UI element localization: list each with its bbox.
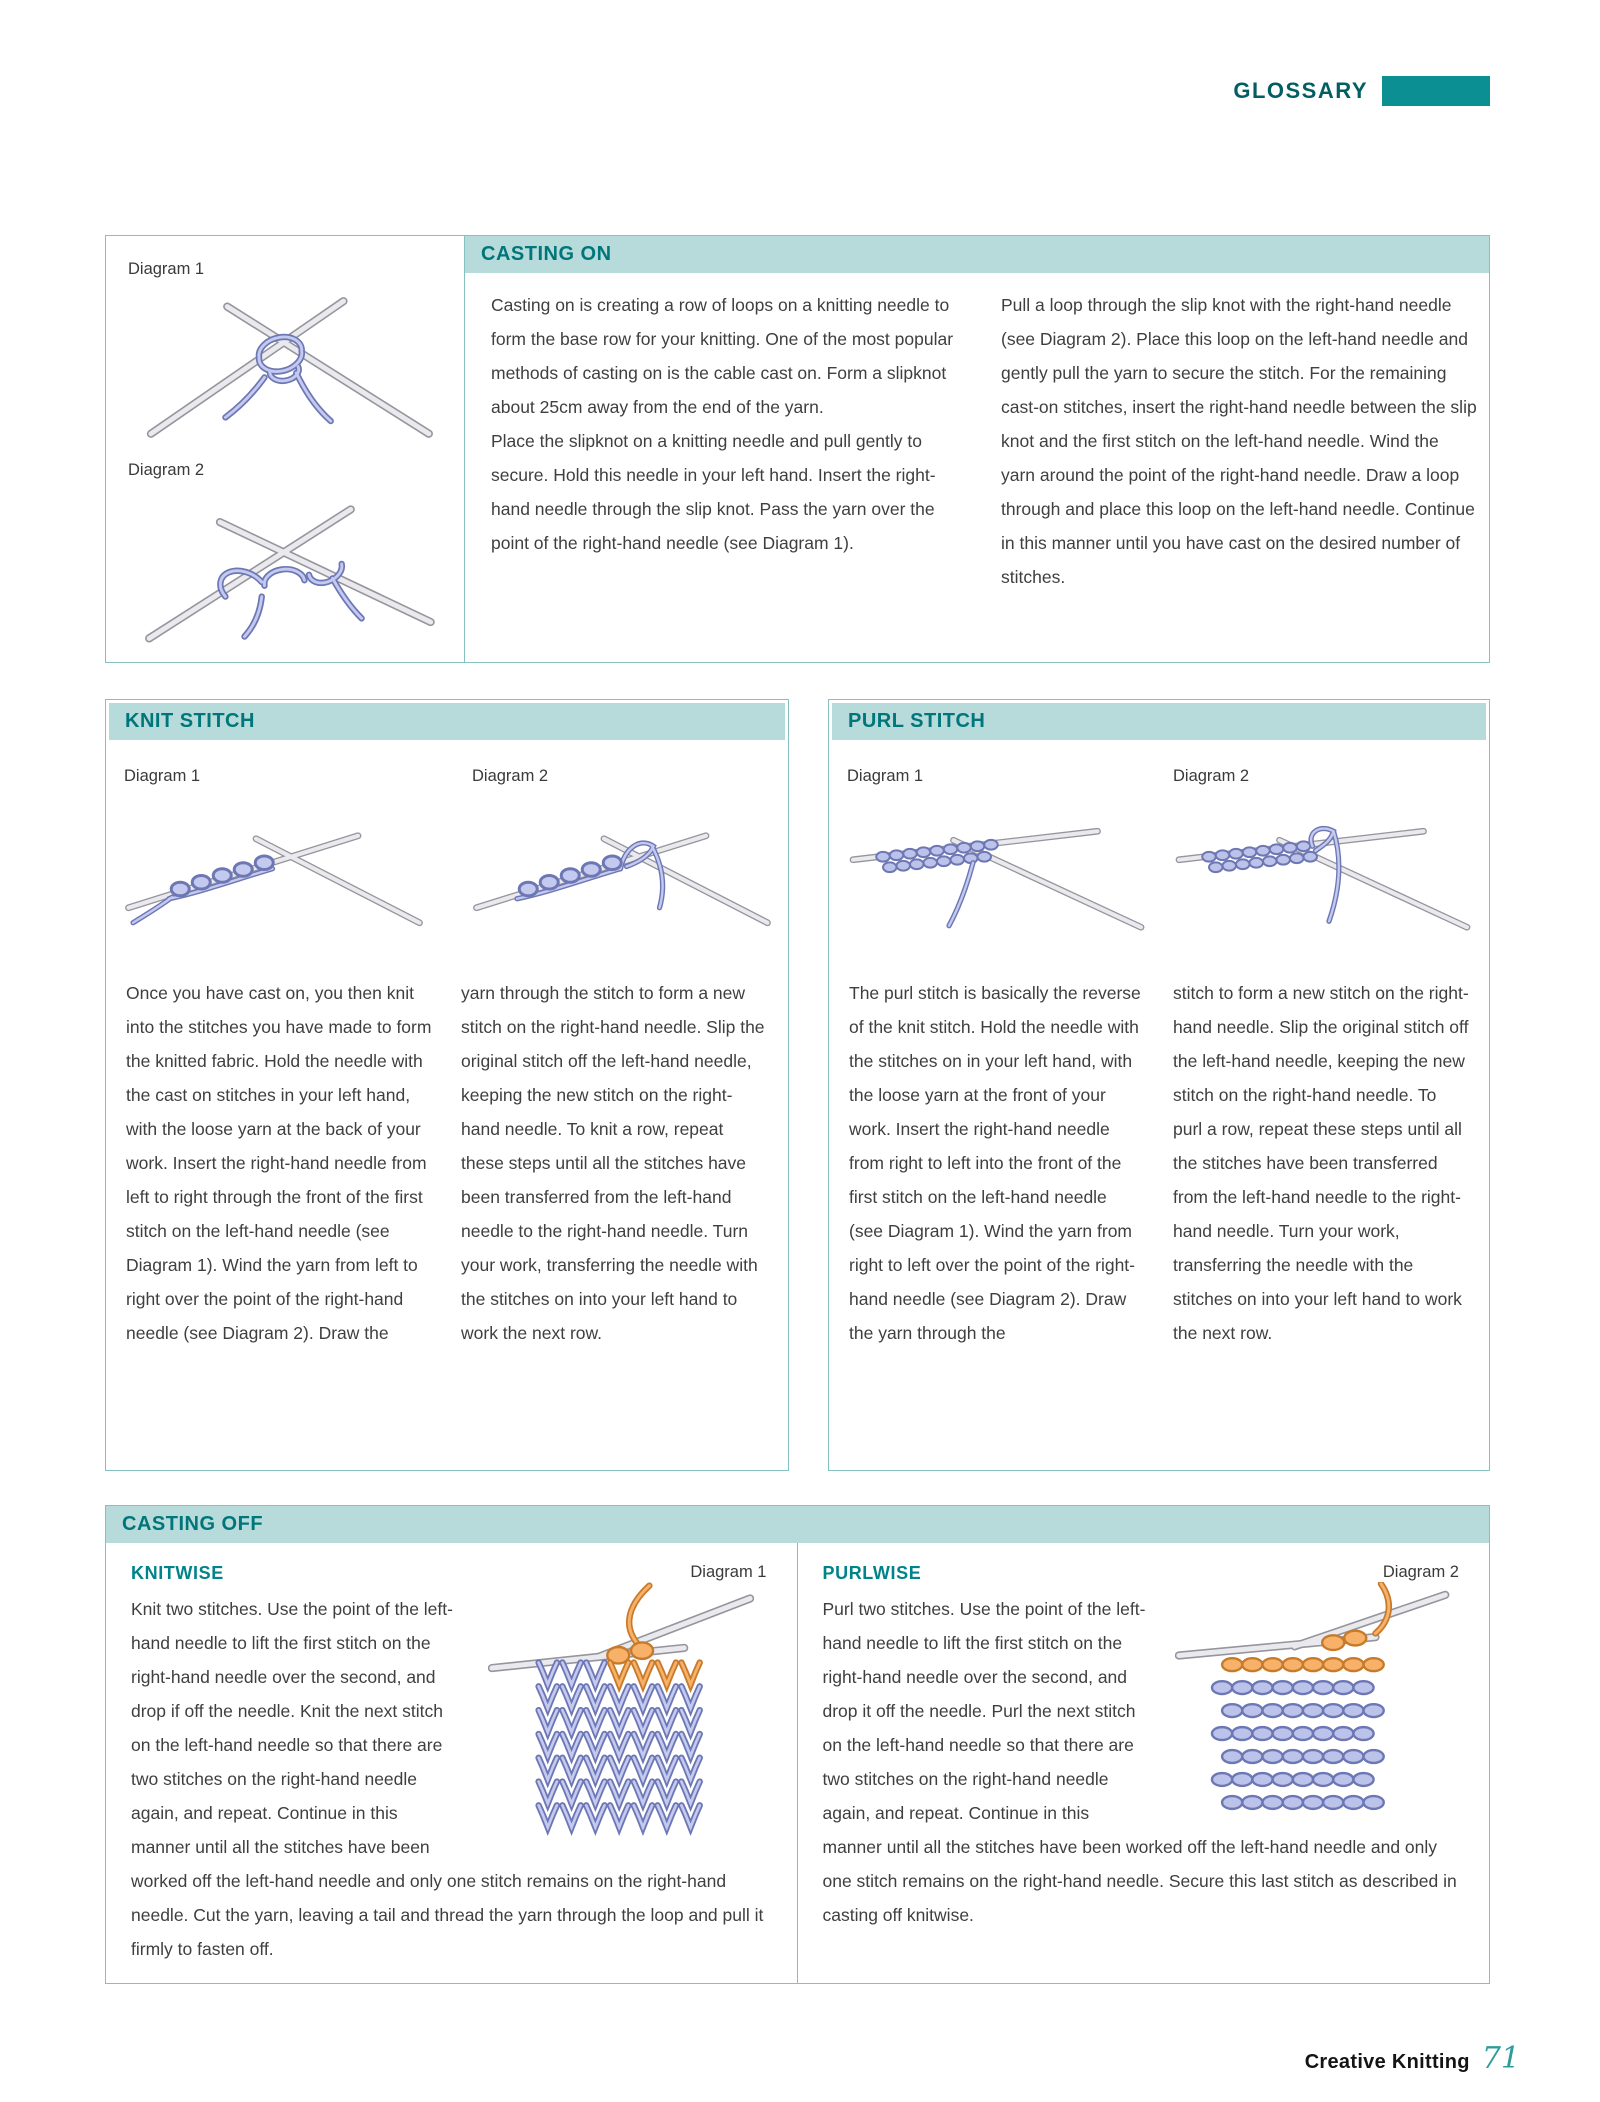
knit-stitch-diagrams <box>106 743 788 938</box>
casting-on-content <box>465 236 1489 662</box>
needles <box>149 509 431 638</box>
casting-on-paragraph-2: Place the slipknot on a knitting needle and pull gently to secure. Hold this needle in your left hand. Insert the right-hand needle through the slip knot. Pass the yarn over the point of the right-hand needle (see Diagram 1). <box>491 431 936 553</box>
casting-off-knitwise-illustration <box>488 1582 754 1842</box>
casting-on-paragraph-1: Casting on is creating a row of loops on a knitting needle to form the base row for your knitting. One of the most popular methods of casting on is the cable cast on. Form a slipknot about 25cm away from the end of the yarn. <box>491 295 954 417</box>
knitted-fabric <box>538 1663 699 1828</box>
purl-stitch-figure-2 <box>1173 767 1473 938</box>
stitches <box>171 856 273 896</box>
purlwise-diagram-label: Diagram 2 <box>1382 1563 1459 1581</box>
casting-on-diagram-1-label: Diagram 1 <box>128 260 205 278</box>
page-header <box>0 76 1490 106</box>
knit-stitch-diagram-2-illustration <box>472 792 772 938</box>
knit-stitch-title: KNIT STITCH <box>125 710 255 732</box>
purl-stitch-diagram-2-illustration <box>1173 792 1473 938</box>
purl-stitch-title: PURL STITCH <box>848 710 986 732</box>
casting-on-column-2 <box>1001 288 1477 594</box>
knit-diagram-1-label: Diagram 1 <box>124 767 201 785</box>
purl-stitch-column-2: stitch to form a new stitch on the right-hand needle. Slip the original stitch off the left-hand needle, keeping the new stitch on the right-hand needle. To purl a row, repeat these steps until all the stitches have been transferred from the left-hand needle to the right-hand needle. Turn your work, transferring the needle with the stitches on into your left hand to work the next row. <box>1173 983 1469 1343</box>
casting-off-knitwise <box>106 1543 798 1983</box>
purlwise-heading: PURLWISE <box>822 1563 922 1583</box>
magazine-name: Creative Knitting <box>1304 2051 1470 2073</box>
purl-stitch-column-1: The purl stitch is basically the reverse of the knit stitch. Hold the needle with the stitches on in your left hand, with the loose yarn at the front of your work. Insert the right-hand needle from right to left into the front of the first stitch on the left-hand needle (see Diagram 1). Wind the yarn from right to left over the point of the right-hand needle (see Diagram 2). Draw the yarn through the <box>849 983 1141 1343</box>
casting-on-diagram-1-illustration <box>128 283 450 451</box>
knit-stitch-figure-1 <box>124 767 424 938</box>
knit-stitch-column-1: Once you have cast on, you then knit into the stitches you have made to form the knitted fabric. Hold the needle with the cast on stitches in your left hand, with the loose yarn at the back of your work. Insert the right-hand needle from left to right through the front of the first stitch on the left-hand needle (see Diagram 1). Wind the yarn from left to right over the point of the right-hand needle (see Diagram 2). Draw the <box>126 983 432 1343</box>
casting-off-purlwise <box>798 1543 1490 1983</box>
purl-stitch-text-columns <box>829 938 1489 1350</box>
stitches <box>519 856 621 896</box>
purl-stitch-figure-1 <box>847 767 1147 938</box>
knit-stitch-header-bar <box>109 703 785 740</box>
purl-stitch-header-bar <box>832 703 1486 740</box>
knit-stitch-column-2: yarn through the stitch to form a new stitch on the right-hand needle. Slip the original stitch off the left-hand needle, keeping the new stitch on the right-hand needle. To knit a row, repeat these steps until all the stitches have been transferred from the left-hand needle to the right-hand needle. Turn your work, transferring the needle with the stitches on into your left hand to work the next row. <box>461 983 765 1343</box>
purl-diagram-2-label: Diagram 2 <box>1173 767 1250 785</box>
page-number: 71 <box>1481 2041 1520 2076</box>
casting-off-section <box>105 1505 1490 1984</box>
casting-on-diagram-2-label: Diagram 2 <box>128 461 205 479</box>
knit-diagram-2-label: Diagram 2 <box>472 767 549 785</box>
purl-diagram-1-label: Diagram 1 <box>847 767 924 785</box>
purlwise-paragraph: Purl two stitches. Use the point of the left-hand needle to lift the first stitch on the right-hand needle over the second, and drop it off the needle. Purl the next stitch on the left-hand needle so that there are two stitches on the right-hand needle again, and repeat. Continue in this manner until all the stitches have been worked off the left-hand needle and only one stitch remains on the right-hand needle. Secure this last stitch as described in casting off knitwise. <box>822 1599 1457 1925</box>
casting-on-text-columns <box>465 273 1489 594</box>
knit-stitch-section <box>105 699 789 1471</box>
header-accent-block <box>1382 76 1490 106</box>
casting-on-diagram-panel <box>106 236 465 662</box>
purl-stitch-section <box>828 699 1490 1471</box>
knit-stitch-figure-2 <box>472 767 772 938</box>
casting-off-body <box>106 1543 1489 1983</box>
knitwise-diagram-label: Diagram 1 <box>690 1563 767 1581</box>
casting-on-paragraph-3: Pull a loop through the slip knot with the right-hand needle (see Diagram 2). Place this loop on the left-hand needle and gently pull the yarn to secure the stitch. For the remaining cast-on stitches, insert the right-hand needle between the slip knot and the first stitch on the left-hand needle. Wind the yarn around the point of the right-hand needle. Draw a loop through and place this loop on the left-hand needle. Continue in this manner until you have cast on the desired number of stitches. <box>1001 295 1477 587</box>
casting-on-header-bar <box>465 236 1489 273</box>
purl-stitch-diagram-1-illustration <box>847 792 1147 938</box>
needles <box>1179 1595 1445 1656</box>
casting-on-section <box>105 235 1490 663</box>
purlwise-figure <box>1163 1563 1463 1830</box>
purl-stitch-diagrams <box>829 743 1489 938</box>
casting-on-diagram-2-illustration <box>128 484 450 652</box>
page-footer <box>1305 2041 1520 2076</box>
stitches <box>1202 841 1317 872</box>
knitwise-figure <box>471 1563 771 1842</box>
casting-on-column-1 <box>491 288 967 594</box>
knit-stitch-text-columns <box>106 938 788 1350</box>
knitwise-heading: KNITWISE <box>131 1563 224 1583</box>
knit-stitch-diagram-1-illustration <box>124 792 424 938</box>
casting-off-title: CASTING OFF <box>122 1513 264 1535</box>
casting-on-title: CASTING ON <box>481 243 612 265</box>
casting-off-purlwise-illustration <box>1175 1582 1451 1830</box>
knitwise-paragraph: Knit two stitches. Use the point of the left-hand needle to lift the first stitch on the right-hand needle over the second, and drop if off the needle. Knit the next stitch on the left-hand needle so that there are two stitches on the right-hand needle again, and repeat. Continue in this manner until all the stitches have been worked off the left-hand needle and only one stitch remains on the right-hand needle. Cut the yarn, leaving a tail and thread the yarn through the loop and pull it firmly to fasten off. <box>131 1599 764 1959</box>
glossary-heading: GLOSSARY <box>1233 78 1368 103</box>
stitches <box>876 840 998 872</box>
casting-off-header-bar <box>106 1506 1489 1543</box>
knitted-fabric <box>1212 1658 1384 1809</box>
